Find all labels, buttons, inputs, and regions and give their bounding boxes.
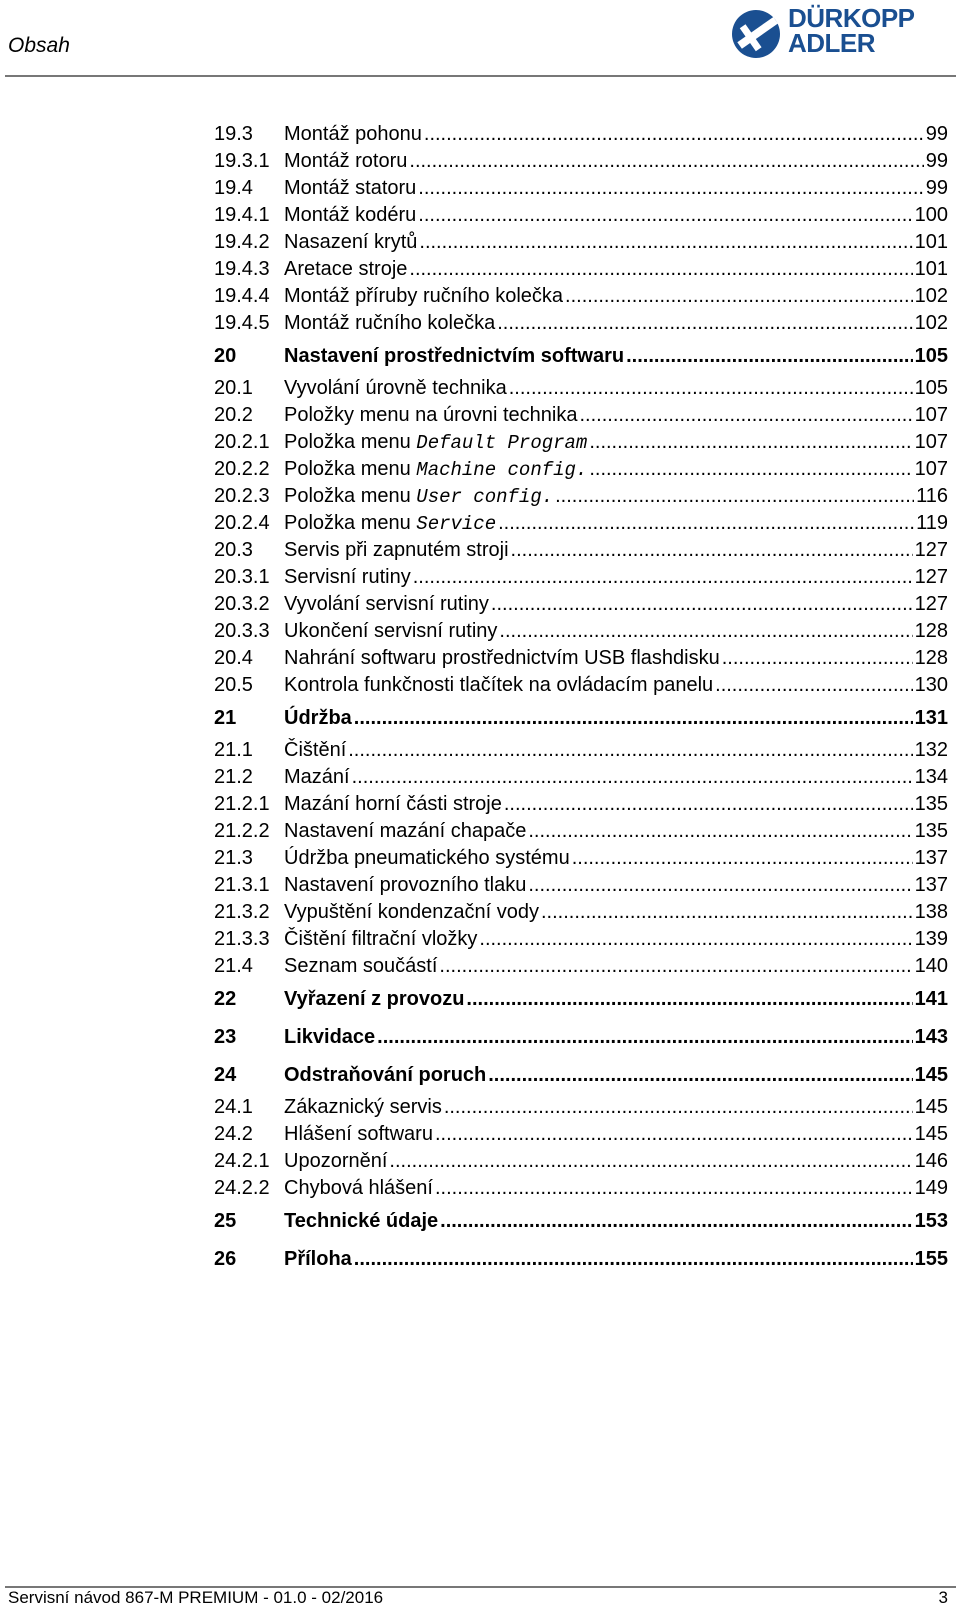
toc-dot-leader [589,456,912,483]
toc-entry-number: 20.5 [214,674,253,696]
toc-entry-page: 137 [914,847,948,869]
toc-entry-title-text: Chybová hlášení [284,1177,433,1199]
toc-entry[interactable] [214,737,948,764]
toc-dot-leader [715,672,912,699]
toc-entry-title [284,1056,486,1094]
toc-entry-page: 107 [914,431,948,453]
toc-dot-leader [352,764,913,791]
toc-entry-number: 21.3.1 [214,874,270,896]
toc-entry[interactable] [214,483,948,510]
toc-entry-number: 21.1 [214,739,253,761]
toc-entry-title-text: Upozornění [284,1150,388,1172]
toc-entry[interactable] [214,256,948,283]
toc-entry-page: 131 [914,707,948,729]
toc-entry[interactable] [214,402,948,429]
toc-entry-number: 21.3.3 [214,928,270,950]
toc-entry-title [284,1240,352,1278]
toc-entry-number: 20.3.2 [214,593,270,615]
toc-dot-leader [466,980,912,1018]
toc-entry-title-text: Odstraňování poruch [284,1064,487,1086]
toc-entry-page: 135 [914,820,948,842]
toc-entry-page: 149 [914,1177,948,1199]
toc-entry-number: 20.3 [214,539,253,561]
toc-dot-leader [439,953,912,980]
toc-entry-title-text: Položky menu na úrovni technika [284,404,578,426]
toc-entry[interactable] [214,1148,948,1175]
toc-entry-title-text: Vyvolání úrovně technika [284,377,507,399]
toc-entry-title-text: Nastavení mazání chapače [284,820,527,842]
toc-dot-leader [572,845,913,872]
toc-chapter-entry[interactable] [214,699,948,737]
toc-entry-title-text: Položka menu [284,431,417,453]
toc-entry-title [284,310,495,337]
toc-entry[interactable] [214,591,948,618]
toc-entry-title [284,926,477,953]
table-of-contents [214,121,948,1278]
toc-entry-page: 107 [914,458,948,480]
toc-dot-leader [444,1094,913,1121]
toc-entry-number: 20.2.2 [214,458,270,480]
toc-entry-page: 107 [914,404,948,426]
toc-entry-title [284,764,350,791]
toc-entry-title-text: Technické údaje [284,1210,439,1232]
toc-entry-number: 26 [214,1248,237,1270]
toc-entry[interactable] [214,564,948,591]
toc-entry-title-text: Čištění [284,739,347,761]
toc-entry-title [284,699,352,737]
toc-entry-number: 21.2 [214,766,253,788]
toc-dot-leader [440,1202,912,1240]
toc-entry[interactable] [214,537,948,564]
toc-entry[interactable] [214,1175,948,1202]
toc-entry-number: 19.3 [214,123,253,145]
toc-entry-number: 20.1 [214,377,253,399]
toc-dot-leader [424,121,924,148]
toc-entry[interactable] [214,229,948,256]
toc-entry-page: 140 [914,955,948,977]
toc-dot-leader [435,1175,913,1202]
toc-entry-title [284,402,578,429]
toc-entry[interactable] [214,845,948,872]
toc-dot-leader [589,429,912,456]
toc-entry-title [284,456,587,484]
toc-entry-title [284,202,416,229]
toc-entry[interactable] [214,672,948,699]
toc-entry-title-text: Vyvolání servisní rutiny [284,593,489,615]
toc-entry-title-text: Příloha [284,1248,352,1270]
toc-entry-page: 101 [914,231,948,253]
toc-entry-page: 100 [914,204,948,226]
toc-chapter-entry[interactable] [214,980,948,1018]
toc-entry-title-text: Položka menu [284,458,417,480]
toc-entry[interactable] [214,1121,948,1148]
toc-entry-number: 19.4.4 [214,285,270,307]
toc-entry-page: 153 [914,1210,948,1232]
toc-entry[interactable] [214,202,948,229]
toc-dot-leader [419,229,912,256]
toc-entry-title [284,1121,433,1148]
toc-entry-title-text: Servis při zapnutém stroji [284,539,509,561]
toc-entry-page: 105 [914,377,948,399]
toc-dot-leader [580,402,913,429]
toc-entry[interactable] [214,121,948,148]
toc-entry[interactable] [214,1094,948,1121]
toc-entry-title [284,845,570,872]
toc-entry[interactable] [214,872,948,899]
toc-dot-leader [418,202,912,229]
toc-entry[interactable] [214,283,948,310]
toc-dot-leader [377,1018,912,1056]
toc-entry-title [284,1175,433,1202]
toc-dot-leader [509,375,913,402]
toc-entry-title-text: Nastavení prostřednictvím softwaru [284,345,625,367]
toc-entry-title-text: Hlášení softwaru [284,1123,433,1145]
toc-entry-title-text: Kontrola funkčnosti tlačítek na ovládacím panelu [284,674,714,696]
toc-entry-number: 20.2 [214,404,253,426]
toc-entry-title-text: Čištění filtrační vložky [284,928,478,950]
toc-entry-title-text: Údržba [284,707,352,729]
toc-entry-title [284,175,416,202]
toc-entry[interactable] [214,953,948,980]
toc-entry-title-text: Mazání horní části stroje [284,793,502,815]
toc-entry-page: 99 [925,177,948,199]
toc-entry-number: 19.4.5 [214,312,270,334]
toc-entry-number: 19.3.1 [214,150,270,172]
toc-entry[interactable] [214,148,948,175]
toc-entry-title [284,337,624,375]
toc-dot-leader [511,537,913,564]
toc-entry-title [284,1094,442,1121]
toc-entry-page: 141 [914,988,948,1010]
toc-chapter-entry[interactable] [214,337,948,375]
toc-entry-title [284,121,422,148]
toc-entry-title [284,483,553,511]
toc-entry-title [284,1202,438,1240]
toc-entry-number: 20.2.4 [214,512,270,534]
toc-entry-title [284,229,417,256]
toc-entry-number: 20.3.1 [214,566,270,588]
toc-entry-title-text: Montáž statoru [284,177,417,199]
toc-entry-number: 24.2 [214,1123,253,1145]
toc-dot-leader [354,1240,913,1278]
toc-entry-menu-item-code: Machine config. [416,459,588,481]
toc-chapter-entry[interactable] [214,1018,948,1056]
toc-entry[interactable] [214,791,948,818]
toc-dot-leader [722,645,913,672]
toc-dot-leader [541,899,913,926]
toc-entry-page: 145 [914,1064,948,1086]
toc-entry-title [284,791,502,818]
toc-entry-title-text: Aretace stroje [284,258,408,280]
toc-entry-number: 19.4.3 [214,258,270,280]
toc-entry-number: 21 [214,707,237,729]
toc-entry-menu-item-code: Service [416,513,497,535]
header-divider [5,75,956,77]
toc-entry[interactable] [214,175,948,202]
toc-dot-leader [555,483,914,510]
toc-entry[interactable] [214,899,948,926]
toc-dot-leader [528,818,912,845]
toc-entry-page: 101 [914,258,948,280]
toc-entry-number: 20.3.3 [214,620,270,642]
toc-entry-title-text: Položka menu [284,512,417,534]
toc-entry-title-text: Montáž rotoru [284,150,408,172]
toc-entry[interactable] [214,618,948,645]
toc-chapter-entry[interactable] [214,1202,948,1240]
toc-entry-page: 128 [914,647,948,669]
toc-entry-number: 19.4.1 [214,204,270,226]
toc-entry-title [284,953,437,980]
toc-entry[interactable] [214,645,948,672]
toc-entry-number: 21.3 [214,847,253,869]
toc-entry-page: 119 [916,512,948,534]
toc-entry-title [284,872,526,899]
toc-entry-page: 132 [914,739,948,761]
toc-entry-title [284,645,720,672]
toc-entry-page: 155 [914,1248,948,1270]
toc-entry-menu-item-code: User config. [416,486,554,508]
toc-entry-title-text: Seznam součástí [284,955,438,977]
toc-entry-menu-item-code: Default Program [416,432,588,454]
page-header-title: Obsah [8,34,70,57]
toc-entry-title [284,510,496,538]
toc-dot-leader [504,791,913,818]
toc-entry-title-text: Údržba pneumatického systému [284,847,570,869]
toc-entry-title [284,429,587,457]
toc-entry-page: 116 [916,485,948,507]
toc-entry-number: 19.4 [214,177,253,199]
toc-dot-leader [413,564,913,591]
toc-dot-leader [491,591,913,618]
toc-entry[interactable] [214,926,948,953]
toc-entry-title-text: Servisní rutiny [284,566,411,588]
toc-entry-page: 137 [914,874,948,896]
logo-mark-icon [730,8,786,60]
toc-entry-page: 130 [914,674,948,696]
toc-entry-number: 19.4.2 [214,231,270,253]
toc-entry-title-text: Vypuštění kondenzační vody [284,901,539,923]
toc-entry-title [284,737,346,764]
toc-dot-leader [418,175,923,202]
toc-dot-leader [497,310,912,337]
toc-entry-number: 22 [214,988,237,1010]
toc-entry-page: 134 [914,766,948,788]
toc-entry-title-text: Montáž pohonu [284,123,422,145]
toc-entry-number: 24 [214,1064,237,1086]
toc-entry-page: 127 [914,593,948,615]
toc-entry-page: 145 [914,1096,948,1118]
toc-entry[interactable] [214,818,948,845]
toc-entry-title-text: Likvidace [284,1026,376,1048]
toc-entry-title-text: Vyřazení z provozu [284,988,465,1010]
toc-entry-title [284,818,526,845]
toc-entry-number: 20.2.3 [214,485,270,507]
toc-dot-leader [479,926,912,953]
toc-entry[interactable] [214,456,948,483]
toc-entry-title [284,375,507,402]
toc-entry-title [284,1018,375,1056]
toc-entry-title-text: Montáž ručního kolečka [284,312,496,334]
toc-dot-leader [498,510,914,537]
toc-entry-page: 127 [914,566,948,588]
toc-chapter-entry[interactable] [214,1240,948,1278]
toc-dot-leader [435,1121,913,1148]
toc-dot-leader [488,1056,912,1094]
toc-entry-number: 21.2.1 [214,793,270,815]
toc-entry-title-text: Nastavení provozního tlaku [284,874,527,896]
toc-entry-number: 24.2.1 [214,1150,270,1172]
toc-entry-page: 143 [914,1026,948,1048]
toc-entry-page: 102 [914,312,948,334]
toc-entry-title [284,148,407,175]
toc-entry-title-text: Nasazení krytů [284,231,418,253]
toc-entry-title-text: Nahrání softwaru prostřednictvím USB flashdisku [284,647,720,669]
toc-entry-page: 105 [914,345,948,367]
toc-entry-title [284,980,464,1018]
toc-entry-title-text: Mazání [284,766,350,788]
toc-entry-title-text: Zákaznický servis [284,1096,442,1118]
toc-entry-number: 20.4 [214,647,253,669]
toc-entry-number: 20 [214,345,237,367]
toc-entry-page: 146 [914,1150,948,1172]
toc-entry[interactable] [214,510,948,537]
logo-line-2: ADLER [788,28,876,58]
toc-entry-title-text: Položka menu [284,485,417,507]
toc-entry-number: 21.3.2 [214,901,270,923]
toc-entry-page: 139 [914,928,948,950]
toc-entry-title [284,283,563,310]
toc-dot-leader [348,737,912,764]
toc-entry-title-text: Ukončení servisní rutiny [284,620,498,642]
toc-entry-title [284,672,713,699]
toc-entry[interactable] [214,310,948,337]
toc-dot-leader [409,256,912,283]
toc-dot-leader [354,699,913,737]
toc-dot-leader [499,618,912,645]
toc-entry-title [284,564,411,591]
toc-chapter-entry[interactable] [214,1056,948,1094]
footer-document-info: Servisní návod 867-M PREMIUM - 01.0 - 02/2016 [8,1588,384,1607]
toc-entry-number: 25 [214,1210,237,1232]
toc-entry[interactable] [214,764,948,791]
toc-entry-title [284,256,407,283]
toc-dot-leader [565,283,913,310]
durkopp-adler-logo [730,3,950,64]
toc-entry-page: 127 [914,539,948,561]
toc-entry-number: 24.2.2 [214,1177,270,1199]
toc-entry-page: 135 [914,793,948,815]
toc-entry-page: 138 [914,901,948,923]
toc-entry[interactable] [214,375,948,402]
toc-entry-title [284,591,489,618]
toc-entry-title-text: Montáž kodéru [284,204,417,226]
toc-dot-leader [626,337,913,375]
logo-line-1: DÜRKOPP [788,3,915,33]
toc-entry-title [284,899,539,926]
toc-dot-leader [409,148,923,175]
toc-entry-title [284,618,497,645]
toc-entry-number: 21.4 [214,955,253,977]
toc-entry-title-text: Montáž příruby ručního kolečka [284,285,564,307]
footer-page-number: 3 [938,1588,948,1607]
toc-entry-page: 145 [914,1123,948,1145]
toc-entry-title [284,1148,387,1175]
toc-entry-page: 99 [925,123,948,145]
toc-entry-title [284,537,509,564]
toc-entry-page: 128 [914,620,948,642]
toc-entry-number: 20.2.1 [214,431,270,453]
toc-entry-page: 99 [925,150,948,172]
toc-entry-number: 21.2.2 [214,820,270,842]
toc-entry-number: 24.1 [214,1096,253,1118]
toc-dot-leader [389,1148,912,1175]
toc-dot-leader [528,872,912,899]
toc-entry[interactable] [214,429,948,456]
toc-entry-number: 23 [214,1026,237,1048]
toc-entry-page: 102 [914,285,948,307]
